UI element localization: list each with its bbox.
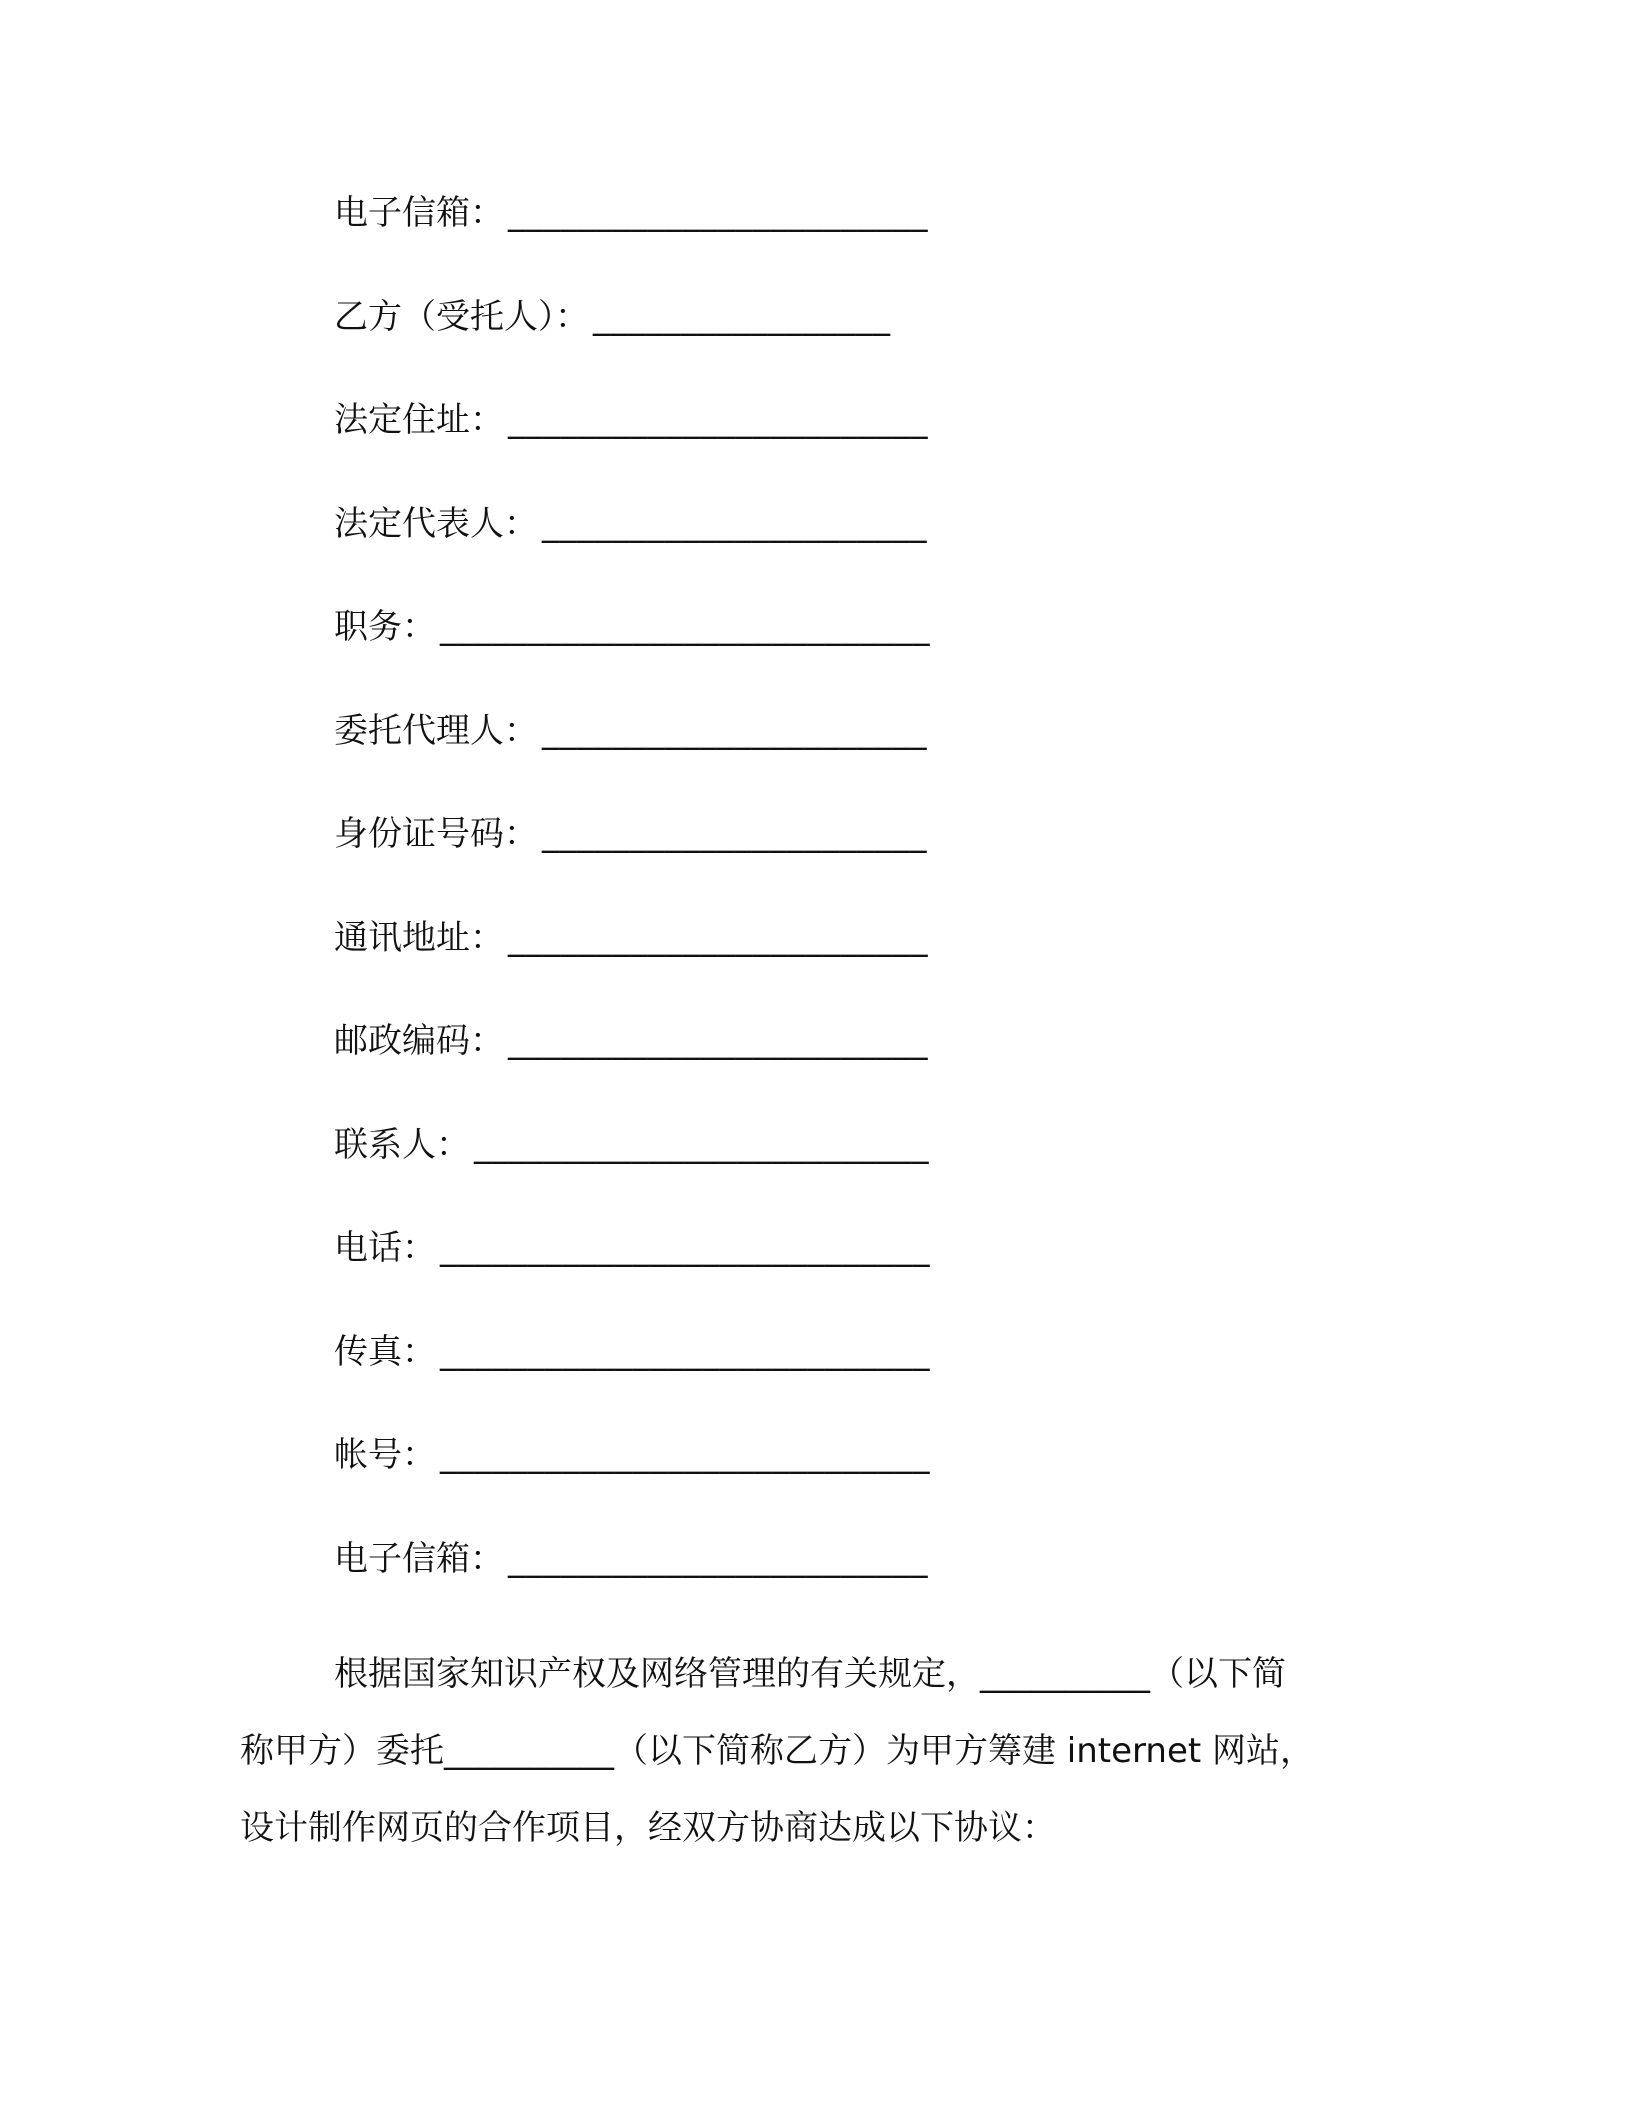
intro-line-2: 称甲方）委托__________（以下简称乙方）为甲方筹建 internet 网站， xyxy=(240,1731,1315,1771)
field-label: 联系人： xyxy=(334,1124,470,1165)
field-blank-line: ____________________________ xyxy=(440,1228,930,1268)
field-blank-line: ____________________________ xyxy=(440,1435,930,1475)
field-label: 电子信箱： xyxy=(334,1538,504,1579)
field-blank-line: ______________________ xyxy=(542,503,927,544)
field-position xyxy=(334,604,1234,708)
field-blank-line: ________________________ xyxy=(508,917,928,958)
field-blank-line: ________________________ xyxy=(508,193,928,233)
field-email-2 xyxy=(334,1536,1234,1640)
agreement-intro-paragraph xyxy=(240,1636,1390,1867)
field-label: 帐号： xyxy=(334,1435,436,1475)
field-label: 乙方（受托人）： xyxy=(334,296,589,337)
field-party-b xyxy=(334,294,1234,398)
field-account xyxy=(334,1432,1234,1536)
field-blank-line: __________________________ xyxy=(474,1124,929,1165)
field-label: 身份证号码： xyxy=(334,814,538,854)
field-contact-person xyxy=(334,1122,1234,1226)
intro-line-1: 根据国家知识产权及网络管理的有关规定，__________（以下简 xyxy=(334,1654,1286,1694)
field-blank-line: ______________________ xyxy=(542,814,927,854)
party-info-fields xyxy=(334,190,1234,1639)
field-label: 法定代表人： xyxy=(334,503,538,544)
field-blank-line: ________________________ xyxy=(508,1021,928,1061)
intro-line-3: 设计制作网页的合作项目，经双方协商达成以下协议： xyxy=(240,1808,1056,1848)
field-fax xyxy=(334,1329,1234,1433)
field-blank-line: ______________________ xyxy=(542,710,927,751)
field-legal-address xyxy=(334,397,1234,501)
field-blank-line: _________________ xyxy=(593,296,891,337)
field-phone xyxy=(334,1225,1234,1329)
field-label: 邮政编码： xyxy=(334,1021,504,1061)
field-label: 通讯地址： xyxy=(334,917,504,958)
field-blank-line: ________________________ xyxy=(508,400,928,440)
field-id-number xyxy=(334,811,1234,915)
field-label: 法定住址： xyxy=(334,400,504,440)
field-blank-line: ____________________________ xyxy=(440,1331,930,1372)
field-email-1 xyxy=(334,190,1234,294)
field-agent xyxy=(334,708,1234,812)
field-postal-code xyxy=(334,1018,1234,1122)
field-label: 电话： xyxy=(334,1228,436,1268)
field-label: 委托代理人： xyxy=(334,710,538,751)
field-mailing-address xyxy=(334,915,1234,1019)
field-label: 职务： xyxy=(334,607,436,647)
field-legal-representative xyxy=(334,501,1234,605)
field-label: 传真： xyxy=(334,1331,436,1372)
field-label: 电子信箱： xyxy=(334,193,504,233)
field-blank-line: ____________________________ xyxy=(440,607,930,647)
field-blank-line: ________________________ xyxy=(508,1538,928,1579)
